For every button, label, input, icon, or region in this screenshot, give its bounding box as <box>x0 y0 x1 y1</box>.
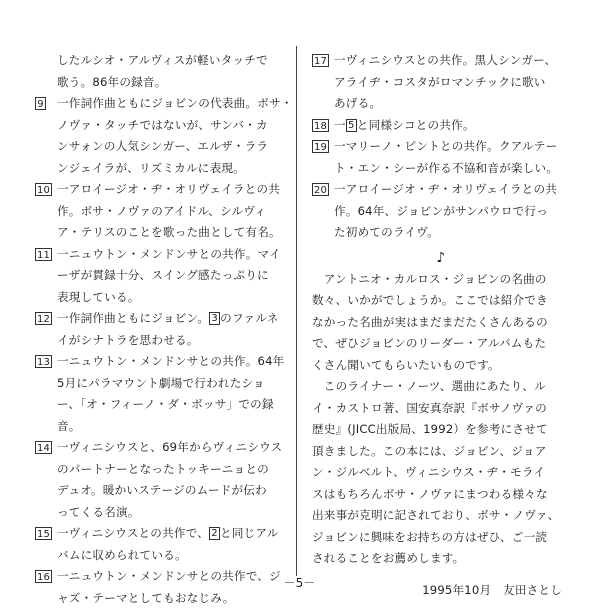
track-note-18 <box>312 115 570 137</box>
track-number-box: 15 <box>35 527 52 540</box>
track-number-box: 13 <box>35 355 52 368</box>
text-line: ア・テリスのことを歌った曲として有名。 <box>57 222 290 244</box>
left-column <box>35 50 290 609</box>
text-line: 一ニュウトン・メンドンサとの共作。64年 <box>57 351 290 373</box>
text-line: 頂きました。この本には、ジョビン、ジョア <box>312 441 570 463</box>
text-line: 音。 <box>57 416 290 438</box>
text-line: 5月にパラマウント劇場で行われたショ <box>57 373 290 395</box>
text-line <box>57 308 290 330</box>
text-line: 一ニュウトン・メンドンサとの共作で、ジ <box>57 566 290 588</box>
text-line: ン・ジルベルト、ヴィニシウス・ヂ・モライ <box>312 462 570 484</box>
text-line: 一アロイージオ・ヂ・オリヴェイラとの共 <box>334 179 570 201</box>
text-line: た初めてのライヴ。 <box>334 222 570 244</box>
text-line: 歴史』(JICC出版局、1992）を参考にさせて <box>312 419 570 441</box>
text-segment: と同様シコとの共作。 <box>357 118 475 132</box>
track-number-box: 11 <box>35 248 52 261</box>
track-reference-box: 2 <box>209 527 220 540</box>
text-line: 一マリーノ・ピントとの共作。クアルテー <box>334 136 570 158</box>
track-number-box: 9 <box>35 97 46 110</box>
text-line: されることをお薦めします。 <box>312 548 570 570</box>
text-line: アライヂ・コスタがロマンチックに歌い <box>334 72 570 94</box>
closing-paragraph-1 <box>312 269 570 377</box>
text-line <box>334 115 570 137</box>
text-line: このライナー・ノーツ、選曲にあたり、ル <box>312 376 570 398</box>
track-reference-box: 3 <box>209 312 220 325</box>
track-note-20 <box>312 179 570 244</box>
track-note-12 <box>35 308 290 351</box>
column-divider <box>296 46 297 576</box>
text-line: くさん聞いてもらいたいものです。 <box>312 355 570 377</box>
closing-paragraph-2 <box>312 376 570 570</box>
track-number-box: 10 <box>35 183 52 196</box>
text-line: デュオ。暖かいステージのムードが伝わ <box>57 480 290 502</box>
text-line: のパートナーとなったトッキーニョとの <box>57 459 290 481</box>
text-line: 表現している。 <box>57 287 290 309</box>
text-segment: のファルネ <box>220 311 278 325</box>
text-line: 一ヴィニシウスとの共作。黒人シンガー、 <box>334 50 570 72</box>
track-number-box: 20 <box>312 183 329 196</box>
track-note-15 <box>35 523 290 566</box>
text-segment: 一ヴィニシウスとの共作で、 <box>57 526 209 540</box>
track-note-11 <box>35 244 290 309</box>
track-note-9 <box>35 93 290 179</box>
text-line: したルシオ・アルヴィスが軽いタッチで <box>57 50 290 72</box>
text-line: 歌う。86年の録音。 <box>57 72 290 94</box>
text-line: 一ヴィニシウスと、69年からヴィニシウス <box>57 437 290 459</box>
track-note-10 <box>35 179 290 244</box>
right-column <box>312 50 570 601</box>
track-number-box: 16 <box>35 570 52 583</box>
text-line: ンジェイラが、リズミカルに表現。 <box>57 158 290 180</box>
text-line: ャズ・テーマとしてもおなじみ。 <box>57 588 290 609</box>
text-line: イ・カストロ著、国安真奈訳『ボサノヴァの <box>312 398 570 420</box>
text-segment: と同じアル <box>220 526 279 540</box>
text-line: ノヴァ・タッチではないが、サンバ・カ <box>57 115 290 137</box>
page-number: －5－ <box>0 574 599 591</box>
text-line: 作。ボサ・ノヴァのアイドル、シルヴィ <box>57 201 290 223</box>
music-note-icon: ♪ <box>312 247 570 269</box>
track-reference-box: 5 <box>346 119 357 132</box>
track-note-19 <box>312 136 570 179</box>
continued-entry <box>35 50 290 93</box>
text-line: あげる。 <box>334 93 570 115</box>
text-line: 作。64年、ジョビンがサンパウロで行っ <box>334 201 570 223</box>
track-number-box: 17 <box>312 54 329 67</box>
text-line: で、ぜひジョビンのリーダー・アルバムもた <box>312 333 570 355</box>
text-line: イがシナトラを思わせる。 <box>57 330 290 352</box>
text-line: ー、「オ・フィーノ・ダ・ボッサ」での録 <box>57 394 290 416</box>
text-line: 一作詞作曲ともにジョビンの代表曲。ボサ・ <box>57 93 290 115</box>
text-line: ジョビンに興味をお持ちの方はぜひ、ご一読 <box>312 527 570 549</box>
text-line: バムに収められている。 <box>57 545 290 567</box>
signature: 1995年10月 友田さとし <box>312 580 570 602</box>
text-line: 数々、いかがでしょうか。ここでは紹介でき <box>312 290 570 312</box>
text-line: スはもちろんボサ・ノヴァにまつわる様々な <box>312 484 570 506</box>
text-segment: 一 <box>334 118 346 132</box>
track-number-box: 18 <box>312 119 329 132</box>
track-number-box: 14 <box>35 441 52 454</box>
track-note-17 <box>312 50 570 115</box>
track-number-box: 19 <box>312 140 329 153</box>
text-line: ト・エン・シーが作る不協和音が楽しい。 <box>334 158 570 180</box>
text-line: ってくる名演。 <box>57 502 290 524</box>
text-line <box>57 523 290 545</box>
text-line: 一アロイージオ・ヂ・オリヴェイラとの共 <box>57 179 290 201</box>
text-line: ンサォンの人気シンガー、エルザ・ララ <box>57 136 290 158</box>
track-note-14 <box>35 437 290 523</box>
text-line: 出来事が克明に記されており、ボサ・ノヴァ、 <box>312 505 570 527</box>
text-segment: 一作詞作曲ともにジョビン。 <box>57 311 209 325</box>
text-line: なかった名曲が実はまだまだたくさんあるの <box>312 312 570 334</box>
track-number-box: 12 <box>35 312 52 325</box>
text-line: ーザが貫録十分、スイング感たっぷりに <box>57 265 290 287</box>
track-note-13 <box>35 351 290 437</box>
text-line: 一ニュウトン・メンドンサとの共作。マイ <box>57 244 290 266</box>
text-line: アントニオ・カルロス・ジョビンの名曲の <box>312 269 570 291</box>
